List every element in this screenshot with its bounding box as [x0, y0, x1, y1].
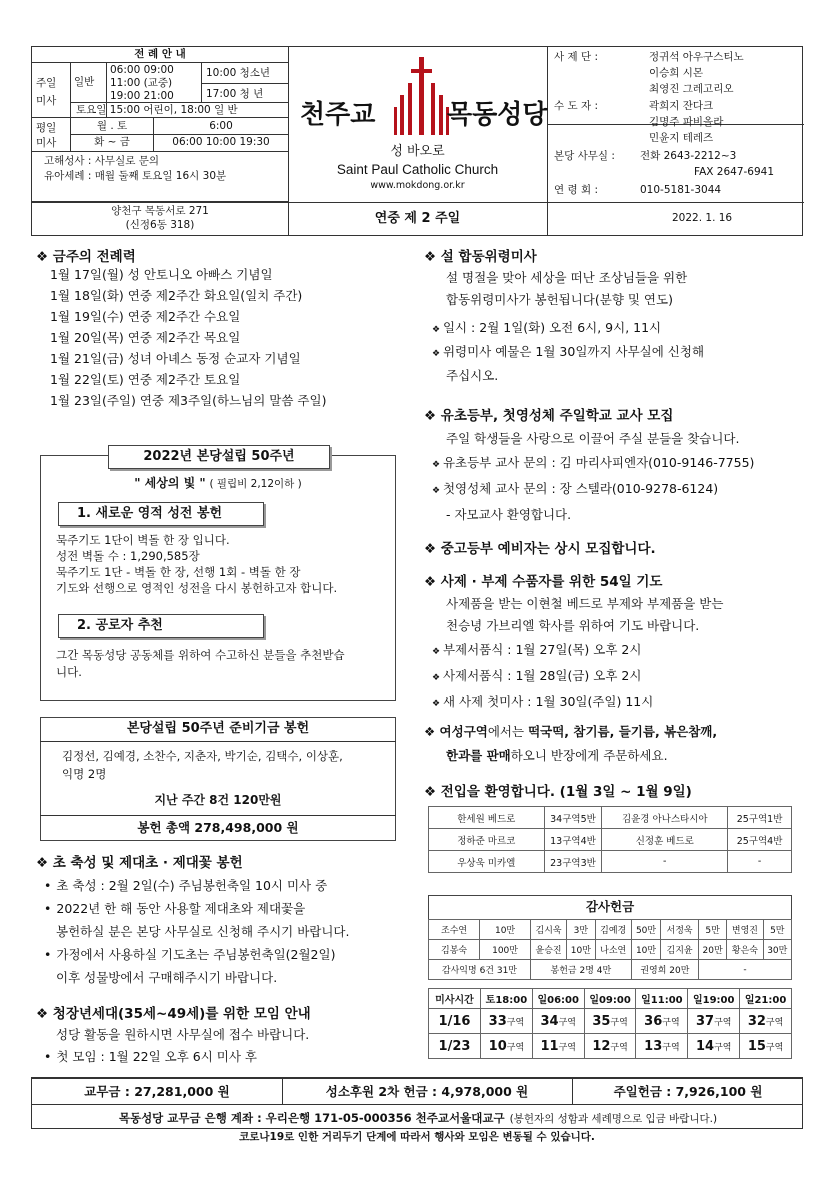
donor-count: 2명: [579, 966, 594, 976]
donor-label: 감사익명: [441, 966, 477, 976]
candle-item: 봉헌하실 분은 본당 사무실로 신청해 주시기 바랍니다.: [56, 924, 350, 939]
district-number: 33: [488, 1013, 507, 1029]
fund-total: 봉헌 총액 278,498,000 원: [137, 820, 299, 835]
novena-bullet-text: 새 사제 첫미사 : 1월 30일(주일) 11시: [442, 694, 654, 709]
mass-district: [688, 1034, 740, 1059]
teachers-bullets: [432, 451, 754, 526]
donor-amount: 10만: [480, 920, 531, 940]
district-number: 32: [747, 1013, 766, 1029]
weekday-mass-label: 미사: [36, 137, 57, 149]
district-number: 36: [644, 1013, 663, 1029]
newcomer-district: -: [728, 851, 792, 873]
church-url[interactable]: www.mokdong.or.kr: [370, 180, 465, 191]
anniversary-motto-ref: ( 필립비 2,12이하 ): [209, 478, 302, 490]
memorial-bullet-text: 일시 : 2월 1일(화) 오전 6시, 9시, 11시: [442, 320, 662, 335]
newcomers-title: ❖ 전입을 환영합니다. (1월 3일 ~ 1월 9일): [424, 784, 692, 800]
district-number: 14: [695, 1038, 715, 1054]
anniversary-title: 2022년 본당설립 50주년: [108, 445, 330, 469]
donor-name: 김봉숙: [429, 940, 480, 960]
table-row: [429, 960, 792, 980]
novena-bullet: ❖ 새 사제 첫미사 : 1월 30일(주일) 11시: [432, 694, 654, 709]
fund-names: 익명 2명: [62, 767, 107, 781]
anniversary-item2-line: 니다.: [56, 665, 82, 679]
anniversary-item1-line: 묵주기도 1단 - 벽돌 한 장, 선행 1회 - 벽돌 한 장: [56, 565, 301, 579]
district-suffix: 구역: [506, 1017, 525, 1028]
mass-district: [636, 1034, 688, 1059]
novena-bullet: ❖ 부제서품식 : 1월 27일(목) 오후 2시: [432, 642, 642, 657]
bulletin-date: 2022. 1. 16: [672, 212, 733, 224]
candle-title: ❖ 초 축성 및 제대초 · 제대꽃 봉헌: [36, 855, 243, 871]
church-logo-icon: [394, 55, 449, 140]
district-suffix: 구역: [610, 1017, 628, 1028]
donor-amount: 20만: [698, 940, 726, 960]
table-row: [429, 829, 792, 851]
newcomer-district: 25구역4반: [728, 829, 792, 851]
liturgy-item: 1월 17일(월) 성 안토니오 아빠스 기념일: [50, 267, 273, 282]
mass-header: 토18:00: [481, 989, 533, 1009]
newcomer-name: 김윤경 아나스타시아: [602, 807, 728, 829]
mass-district: [740, 1034, 792, 1059]
memorial-bullet-text: 위령미사 예물은 1월 30일까지 사무실에 신청해: [442, 344, 705, 359]
candle-body: [44, 874, 349, 989]
memorial-tail: 주십시오.: [446, 368, 499, 383]
sunday-label: 주일: [36, 77, 57, 89]
district-number: 37: [695, 1013, 715, 1029]
thanks-table: [428, 919, 792, 980]
bank-account: [31, 1105, 803, 1129]
church-name-left: 천주교: [300, 100, 376, 130]
church-name-right: 목동성당: [447, 100, 548, 130]
mass-district: [532, 1034, 584, 1059]
novena-body: [446, 593, 723, 637]
novena-bullets: [432, 638, 653, 716]
women-notice-text: 떡국떡, 참기름, 들기름, 볶은참깨,: [528, 724, 718, 739]
liturgy-list: [50, 264, 326, 411]
candle-item: • 가정에서 사용하실 기도초는 주님봉헌축일(2월2일): [44, 943, 349, 966]
teachers-line: 주일 학생들을 사랑으로 이끌어 주실 분들을 찾습니다.: [446, 431, 740, 446]
donor-name: 김지윤: [661, 940, 699, 960]
district-suffix: 구역: [662, 1017, 680, 1028]
mass-district: [532, 1009, 584, 1034]
weekday-label: 평일: [36, 122, 57, 134]
district-suffix: 구역: [558, 1017, 576, 1028]
anniversary-item1-title: 1. 새로운 영적 성전 봉헌: [58, 502, 264, 526]
district-number: 15: [747, 1038, 766, 1054]
general-time: 19:00 21:00: [110, 90, 174, 102]
teachers-bullet: ❖ 첫영성체 교사 문의 : 장 스텔라(010-9278-6124): [432, 481, 719, 496]
donor-amount: 30만: [763, 940, 791, 960]
bulletin-header: [31, 46, 803, 236]
district-suffix: 구역: [558, 1042, 576, 1053]
memorial-line: 설 명절을 맞아 세상을 떠난 조상님들을 위한: [446, 270, 688, 285]
women-notice-text: 하오니 반장에게 주문하세요.: [510, 748, 668, 763]
parish-fund: 교무금 : 27,281,000 원: [84, 1084, 230, 1099]
candle-item: 이후 성물방에서 구매해주시기 바랍니다.: [56, 970, 278, 985]
vocation-support: 성소후원 2차 헌금 : 4,978,000 원: [325, 1084, 529, 1099]
mass-header: 일09:00: [584, 989, 636, 1009]
novena-line: 사제품을 받는 이현철 베드로 부제와 부제품을 받는: [446, 596, 724, 611]
memorial-bullet: ❖ 위령미사 예물은 1월 30일까지 사무실에 신청해: [432, 344, 705, 359]
women-notice-line1: [424, 721, 717, 743]
district-number: 13: [644, 1038, 663, 1054]
district-suffix: 구역: [765, 1017, 784, 1028]
general-time: 06:00 09:00: [110, 64, 174, 76]
middle-school-notice: ❖ 중고등부 예비자는 상시 모집합니다.: [424, 541, 656, 557]
fund-names: 김정선, 김예경, 소찬수, 지춘자, 박기순, 김택수, 이상훈,: [62, 749, 343, 763]
youth-time: 17:00 청 년: [206, 88, 264, 100]
liturgy-item: 1월 18일(화) 연중 제2주간 화요일(일치 주간): [50, 288, 303, 303]
liturgy-title: ❖ 금주의 전례력: [36, 249, 136, 265]
novena-title: ❖ 사제 · 부제 수품자를 위한 54일 기도: [424, 574, 663, 590]
donor-name: 변영진: [727, 920, 763, 940]
nun-name: 곽희지 잔다크: [649, 100, 714, 112]
district-suffix: 구역: [765, 1042, 784, 1053]
covid-notice: 코로나19로 인한 거리두기 단계에 따라서 행사와 모임은 변동될 수 있습니다.: [239, 1131, 595, 1143]
district-suffix: 구역: [610, 1042, 628, 1053]
anniversary-item2-line: 그간 목동성당 공동체를 위하여 수고하신 분들을 추천받습: [56, 648, 345, 662]
donor-name: [429, 960, 531, 980]
donor-label: 봉헌금: [550, 966, 577, 976]
table-row: [429, 1034, 792, 1059]
church-english-name: Saint Paul Catholic Church: [336, 162, 499, 177]
patron-name: 성 바오로: [390, 144, 445, 159]
women-notice-text: 한과를 판매: [446, 748, 511, 763]
mass-header: 일06:00: [532, 989, 584, 1009]
newcomer-district: 34구역5반: [544, 807, 602, 829]
donor-name: 윤승진: [530, 940, 566, 960]
weekday-days: 월 . 토: [96, 120, 128, 132]
anniversary-motto: " 세상의 빛 ": [134, 476, 206, 490]
bank-account-note: (봉헌자의 성함과 세례명으로 입금 바랍니다.): [509, 1113, 718, 1125]
newcomer-name: 신정훈 베드로: [602, 829, 728, 851]
general-label: 일반: [74, 76, 95, 88]
schedule-title: 전 례 안 내: [134, 48, 186, 60]
district-number: 11: [540, 1038, 559, 1054]
nun-name: 민윤지 테레즈: [649, 132, 714, 144]
mass-district: [584, 1034, 636, 1059]
young-line: • 첫 모임 : 1월 22일 오후 6시 미사 후: [44, 1047, 257, 1067]
memorial-title: ❖ 설 합동위령미사: [424, 249, 537, 265]
nun-label: 수 도 자 :: [554, 100, 598, 112]
mass-district: [740, 1009, 792, 1034]
donor-amount: 10만: [631, 940, 660, 960]
mass-district: [584, 1009, 636, 1034]
newcomer-name: 정하준 마르코: [429, 829, 545, 851]
donor-name: [530, 960, 631, 980]
office-label: 본당 사무실 :: [554, 150, 615, 162]
district-number: 34: [540, 1013, 559, 1029]
mass-district: [481, 1034, 533, 1059]
mass-label: 미사: [36, 95, 57, 107]
district-number: 10: [488, 1038, 507, 1054]
donor-name: -: [698, 960, 791, 980]
donor-amount: 3만: [567, 920, 595, 940]
newcomer-district: 23구역3반: [544, 851, 602, 873]
donor-count: 6건: [479, 966, 494, 976]
fund-title: 본당설립 50주년 준비기금 봉헌: [126, 721, 310, 736]
newcomer-district: 13구역4반: [544, 829, 602, 851]
bank-account-line: [32, 1109, 804, 1127]
district-suffix: 구역: [714, 1042, 732, 1053]
donor-amount: 50만: [631, 920, 660, 940]
anniversary-item1-line: 기도와 선행으로 영적인 성전을 다시 봉헌하고자 합니다.: [56, 581, 338, 595]
thanks-title: 감사헌금: [585, 899, 635, 914]
office-phone: 전화 2643-2212~3: [640, 150, 737, 162]
mass-header: 일11:00: [636, 989, 688, 1009]
donor-name: 조수연: [429, 920, 480, 940]
donor-amount: 5만: [698, 920, 726, 940]
table-row: [429, 940, 792, 960]
teachers-bullet-text: 유초등부 교사 문의 : 김 마리사피엔자(010-9146-7755): [442, 455, 755, 470]
novena-bullet: ❖ 사제서품식 : 1월 28일(금) 오후 2시: [432, 668, 642, 683]
newcomer-name: 우상욱 미카엘: [429, 851, 545, 873]
donor-amount: 100만: [480, 940, 531, 960]
mass-header: 미사시간: [429, 989, 481, 1009]
table-row: [429, 1009, 792, 1034]
anniversary-item1-body: [56, 532, 337, 596]
young-line: 성당 활동을 원하시면 사무실에 접수 바랍니다.: [56, 1027, 310, 1042]
confession-note: 고해성사 : 사무실로 문의: [44, 155, 159, 167]
memorial-line: 합동위령미사가 봉헌됩니다(분향 및 연도): [446, 292, 673, 307]
council-phone: 010-5181-3044: [640, 184, 722, 196]
weekday-times: 6:00: [209, 120, 233, 132]
liturgy-item: 1월 23일(주일) 연중 제3주일(하느님의 말씀 주일): [50, 393, 327, 408]
teachers-title: ❖ 유초등부, 첫영성체 주일학교 교사 모집: [424, 408, 674, 424]
memorial-body: [446, 267, 687, 311]
donor-name: 김시욱: [530, 920, 566, 940]
office-fax: FAX 2647-6941: [694, 166, 775, 178]
newcomer-district: 25구역1반: [728, 807, 792, 829]
newcomer-name: 한세원 베드로: [429, 807, 545, 829]
district-number: 35: [592, 1013, 611, 1029]
anniversary-item2-body: [56, 647, 345, 681]
liturgy-item: 1월 22일(토) 연중 제2주간 토요일: [50, 372, 241, 387]
teachers-bullet-text: 첫영성체 교사 문의 : 장 스텔라(010-9278-6124): [442, 481, 719, 496]
mass-header: 일21:00: [740, 989, 792, 1009]
donor-name: 나소연: [595, 940, 631, 960]
mass-header: 일19:00: [688, 989, 740, 1009]
general-time: 11:00 (교중): [110, 77, 173, 89]
address-line: (신정6동 318): [125, 219, 195, 231]
donor-label: 권영희: [640, 966, 667, 976]
district-suffix: 구역: [662, 1042, 680, 1053]
teachers-tail: - 자모교사 환영합니다.: [446, 507, 572, 522]
priest-name: 정귀석 아우구스티노: [649, 51, 744, 63]
priest-name: 이승희 시몬: [649, 67, 704, 79]
table-row: [429, 989, 792, 1009]
candle-item: • 초 축성 : 2월 2일(수) 주님봉헌축일 10시 미사 중: [44, 874, 349, 897]
mass-district: [636, 1009, 688, 1034]
newcomers-table: [428, 806, 792, 873]
saturday-mass: 토요일 15:00 어린이, 18:00 일 반: [76, 104, 238, 116]
novena-line: 천승녕 가브리엘 학사를 위하여 기도 바랍니다.: [446, 618, 700, 633]
anniversary-item1-line: 성전 벽돌 수 : 1,290,585장: [56, 549, 200, 563]
priest-name: 최영진 그레고리오: [649, 83, 734, 95]
teachers-bullet: ❖ 유초등부 교사 문의 : 김 마리사피엔자(010-9146-7755): [432, 455, 755, 470]
mass-date: 1/23: [429, 1034, 481, 1059]
donor-name: [631, 960, 698, 980]
liturgy-item: 1월 20일(목) 연중 제2주간 목요일: [50, 330, 241, 345]
women-notice-line2: [446, 745, 668, 767]
donor-name: 김예경: [595, 920, 631, 940]
fund-last-week: 지난 주간 8건 120만원: [154, 793, 282, 807]
district-suffix: 구역: [506, 1042, 525, 1053]
liturgy-item: 1월 19일(수) 연중 제2주간 수요일: [50, 309, 241, 324]
youth-time: 10:00 청소년: [206, 67, 271, 79]
memorial-bullet: ❖ 일시 : 2월 1일(화) 오전 6시, 9시, 11시: [432, 320, 662, 335]
mass-district-table: [428, 988, 792, 1059]
priest-label: 사 제 단 :: [554, 51, 598, 63]
donor-amount: 31만: [496, 966, 518, 976]
mass-district: [688, 1009, 740, 1034]
weekday-days: 화 ~ 금: [94, 136, 130, 148]
women-notice-text: 에서는: [487, 724, 529, 739]
sunday-title: 연중 제 2 주일: [374, 211, 461, 226]
council-label: 연 령 회 :: [554, 184, 598, 196]
district-number: 12: [592, 1038, 611, 1054]
baptism-note: 유아세례 : 매월 둘째 토요일 16시 30분: [44, 170, 227, 182]
novena-bullet-text: 부제서품식 : 1월 27일(목) 오후 2시: [442, 642, 642, 657]
table-row: [429, 807, 792, 829]
donor-name: 황은숙: [727, 940, 763, 960]
liturgy-item: 1월 21일(금) 성녀 아녜스 동정 순교자 기념일: [50, 351, 301, 366]
donor-amount: 20만: [669, 966, 690, 976]
donor-amount: 10만: [567, 940, 595, 960]
anniversary-motto-line: [40, 475, 396, 492]
offering-summary: [31, 1077, 803, 1105]
sunday-offering: 주일헌금 : 7,926,100 원: [613, 1084, 763, 1099]
memorial-bullets: [432, 317, 704, 387]
mass-date: 1/16: [429, 1009, 481, 1034]
newcomer-name: -: [602, 851, 728, 873]
bank-account-text: 목동성당 교무금 은행 계좌 : 우리은행 171-05-000356 천주교서울대교구: [118, 1111, 505, 1125]
anniversary-item2-title: 2. 공로자 추천: [58, 614, 264, 638]
weekday-times: 06:00 10:00 19:30: [172, 136, 270, 148]
table-row: [429, 851, 792, 873]
table-row: [429, 920, 792, 940]
nun-name: 김명주 파비올라: [649, 116, 724, 128]
donor-amount: 5만: [763, 920, 791, 940]
candle-item: • 2022년 한 해 동안 사용할 제대초와 제대꽃을: [44, 897, 349, 920]
donor-amount: 4만: [596, 966, 612, 976]
address-line: 양천구 목동서로 271: [111, 205, 209, 217]
young-title: ❖ 청장년세대(35세~49세)를 위한 모임 안내: [36, 1006, 311, 1022]
donor-name: 서정욱: [661, 920, 699, 940]
district-suffix: 구역: [714, 1017, 732, 1028]
women-notice-text: ❖ 여성구역: [424, 724, 488, 739]
novena-bullet-text: 사제서품식 : 1월 28일(금) 오후 2시: [442, 668, 642, 683]
anniversary-item1-line: 묵주기도 1단이 벽돌 한 장 입니다.: [56, 533, 230, 547]
mass-district: [481, 1009, 533, 1034]
